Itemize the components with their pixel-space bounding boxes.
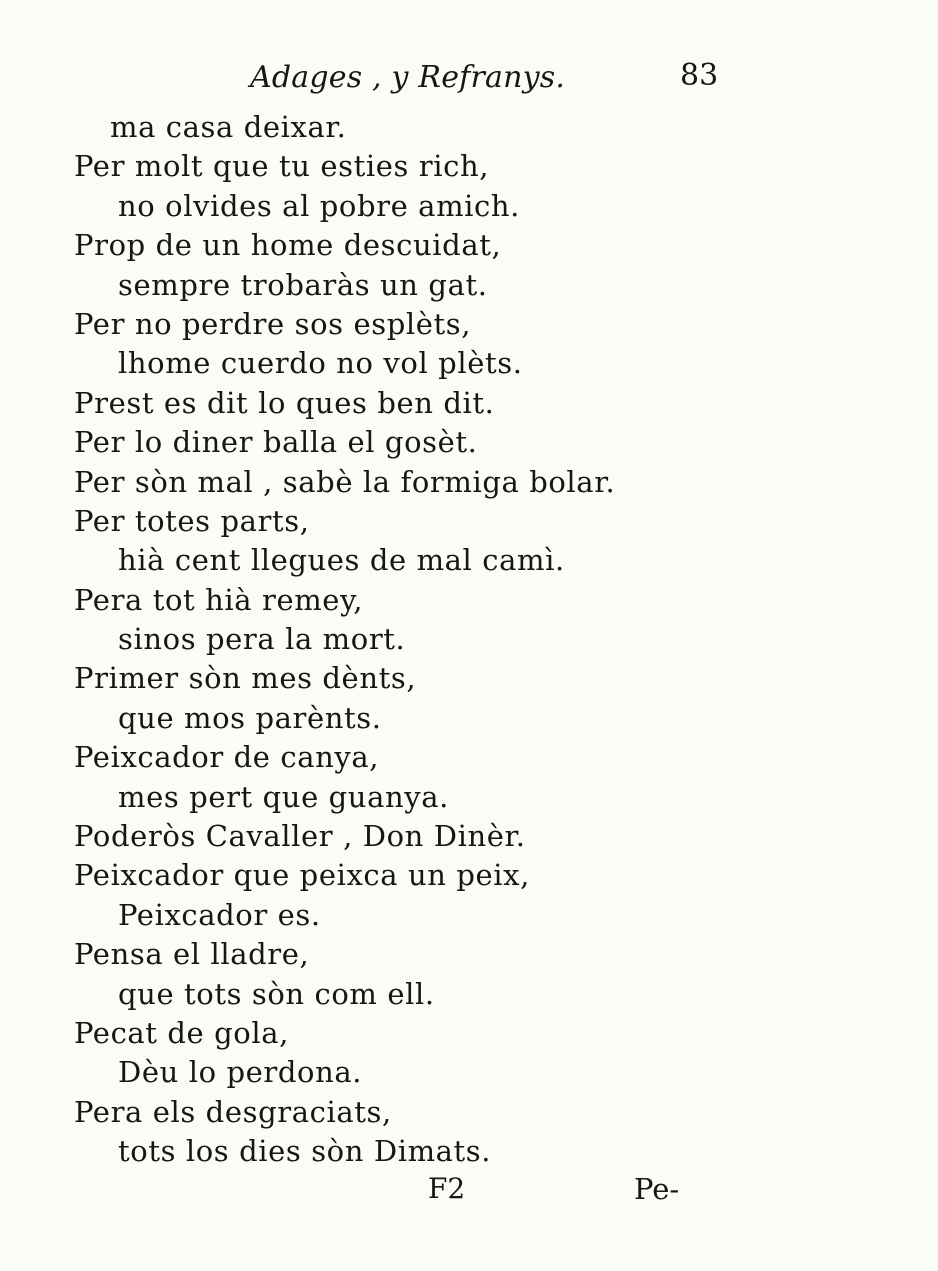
text-line: Dèu lo perdona. xyxy=(118,1055,363,1090)
text-line: mes pert que guanya. xyxy=(118,779,449,814)
text-line: Pensa el lladre, xyxy=(74,937,310,972)
text-line: Peixcador de canya, xyxy=(74,740,380,775)
running-head: Adages , y Refranys. xyxy=(250,60,566,95)
text-line: Per sòn mal , sabè la formiga bolar. xyxy=(74,464,616,499)
text-line: Peixcador que peixca un peix, xyxy=(74,858,530,893)
proverbs-list xyxy=(74,108,894,1172)
text-line: Pecat de gola, xyxy=(74,1015,289,1050)
text-line: Peixcador es. xyxy=(118,897,321,932)
text-line: Per molt que tu esties rich, xyxy=(74,149,490,184)
text-line: lhome cuerdo no vol plèts. xyxy=(118,346,523,381)
text-line: Primer sòn mes dènts, xyxy=(74,661,417,696)
text-line: Pera tot hià remey, xyxy=(74,582,364,617)
text-line: Poderòs Cavaller , Don Dinèr. xyxy=(74,819,526,854)
text-line: no olvides al pobre amich. xyxy=(118,188,520,223)
text-line: hià cent llegues de mal camì. xyxy=(118,543,565,578)
text-line: sinos pera la mort. xyxy=(118,622,406,657)
signature-mark: F2 xyxy=(428,1172,466,1205)
text-line: Prop de un home descuidat, xyxy=(74,228,502,263)
text-line: Prest es dit lo ques ben dit. xyxy=(74,385,495,420)
text-line: tots los dies sòn Dimats. xyxy=(118,1134,492,1169)
text-line: Per totes parts, xyxy=(74,503,310,538)
text-line: que tots sòn com ell. xyxy=(118,976,435,1011)
catchword: Pe- xyxy=(634,1172,680,1206)
text-line: sempre trobaràs un gat. xyxy=(118,267,488,302)
text-line: Per lo diner balla el gosèt. xyxy=(74,425,478,460)
text-line: ma casa deixar. xyxy=(110,110,347,144)
text-line: Per no perdre sos esplèts, xyxy=(74,306,472,341)
page-number: 83 xyxy=(680,58,719,93)
text-line: que mos parènts. xyxy=(118,700,382,735)
text-line: Pera els desgraciats, xyxy=(74,1094,392,1129)
